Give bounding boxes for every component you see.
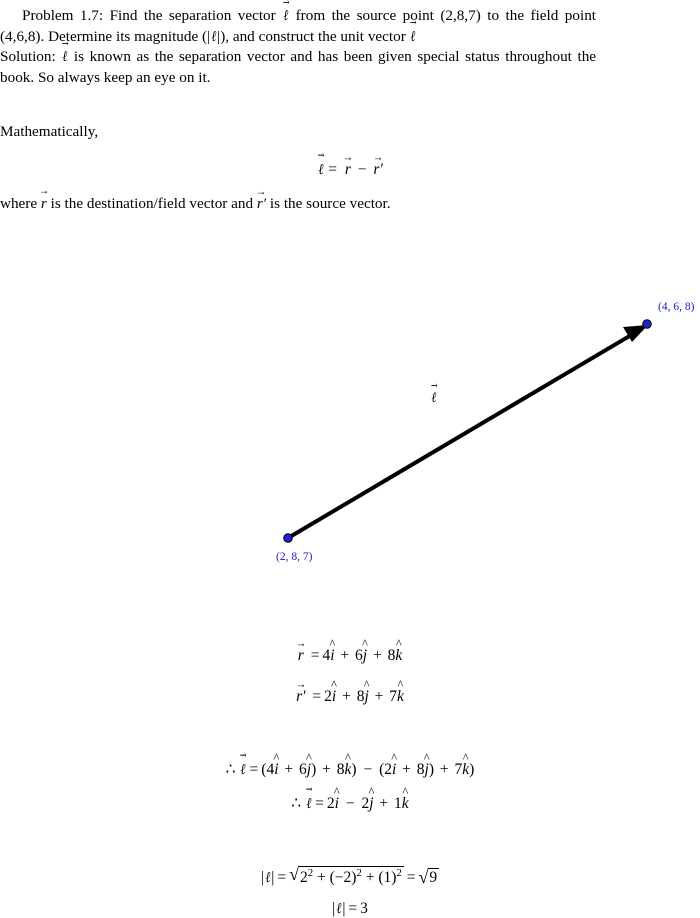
problem-text-part1: Find the separation vector — [109, 7, 276, 24]
r-prime-vector-symbol: r′ → — [373, 161, 382, 179]
r-prime-vector-symbol: r′ → — [296, 688, 305, 706]
script-r-symbol: ℓ → — [431, 389, 436, 407]
script-r-symbol: ℓ — [265, 867, 271, 886]
i-hat-symbol: i ^ — [335, 795, 339, 813]
separation-vector-equation: ℓ → = r → − r′ → — [0, 160, 700, 179]
k-hat-symbol: k ^ — [462, 761, 469, 779]
r-vector-symbol: r → — [41, 195, 47, 213]
j-hat-symbol: j ^ — [363, 647, 367, 665]
therefore-symbol: ∴ — [291, 795, 302, 812]
script-r-symbol: ℓ → — [411, 27, 416, 48]
problem-statement — [0, 6, 596, 88]
r-vector-symbol: r → — [298, 647, 304, 665]
script-r-symbol: ℓ — [336, 899, 342, 917]
script-r-symbol: ℓ → — [318, 160, 323, 179]
equation-magnitude-value: |ℓ| = 3 — [332, 899, 368, 917]
solution-label: Solution: — [0, 48, 56, 66]
where-line — [0, 195, 600, 213]
script-r-symbol: ℓ → — [241, 760, 246, 779]
i-hat-symbol: i ^ — [274, 761, 278, 779]
field-point-marker — [643, 320, 652, 329]
square-root-nine — [419, 867, 439, 887]
equation-separation-expansion: ∴ ℓ → = (4i ^ + 6j ^) + 8k ^) − (2i ^ + 8j ^) + 7k ^) — [0, 760, 700, 779]
solution-text: is known as the separation vector and has been given special status throughout the book. So always keep an eye on it. — [0, 48, 597, 86]
vector-arrow-shaft — [288, 331, 638, 538]
i-hat-symbol: i ^ — [392, 761, 396, 779]
therefore-symbol: ∴ — [225, 761, 236, 778]
k-hat-symbol: k ^ — [395, 647, 402, 665]
i-hat-symbol: i ^ — [330, 647, 334, 665]
where-post: is the source vector. — [269, 195, 391, 212]
r-prime-vector-symbol: r′ → — [257, 195, 266, 213]
vector-diagram-svg — [0, 250, 700, 580]
r-vector-symbol: r → — [345, 161, 351, 179]
script-r-symbol: ℓ — [211, 27, 217, 45]
field-point-label: (4, 6, 8) — [658, 301, 695, 313]
where-pre: where — [0, 195, 38, 212]
i-hat-symbol: i ^ — [332, 688, 336, 706]
j-hat-symbol: j ^ — [425, 761, 429, 779]
k-hat-symbol: k ^ — [402, 795, 409, 813]
where-mid: is the destination/field vector and — [50, 195, 254, 212]
j-hat-symbol: j ^ — [364, 688, 368, 706]
square-root — [289, 865, 404, 887]
script-r-symbol: ℓ → — [306, 794, 311, 813]
equation-r-prime-vector: r′ → = 2i ^ + 8j ^ + 7k ^ — [0, 688, 700, 706]
problem-text-part2: from the source point (2,8,7) to the field point (4,6,8). Determine its magnitude (| — [0, 7, 597, 45]
vector-label — [430, 389, 437, 407]
equation-magnitude: |ℓ| = √ $2^2 + (-2)^2 + (1)^2$ = √ 9 — [0, 865, 700, 887]
radicand-nine: 9 — [429, 868, 438, 886]
j-hat-symbol: j ^ — [369, 795, 373, 813]
magnitude-value: 3 — [360, 900, 368, 917]
equation-separation-result: ∴ ℓ → = 2i ^ − 2j ^ + 1k ^ — [0, 794, 700, 813]
script-r-symbol: ℓ → — [62, 47, 67, 68]
problem-label: Problem 1.7: — [22, 7, 104, 24]
vector-diagram — [0, 250, 700, 580]
equation-r-vector: r → = 4i ^ + 6j ^ + 8k ^ — [0, 647, 700, 665]
j-hat-symbol: j ^ — [307, 761, 311, 779]
radicand: $2^2 + (-2)^2 + (1)^2$ — [299, 866, 402, 886]
mathematically-label: Mathematically, — [0, 123, 99, 140]
k-hat-symbol: k ^ — [397, 688, 404, 706]
script-r-symbol: ℓ → — [283, 6, 288, 27]
source-point-marker — [284, 534, 293, 543]
problem-text-part3: |), and construct the unit vector — [217, 27, 406, 45]
source-point-label: (2, 8, 7) — [276, 551, 313, 563]
k-hat-symbol: k ^ — [345, 761, 352, 779]
